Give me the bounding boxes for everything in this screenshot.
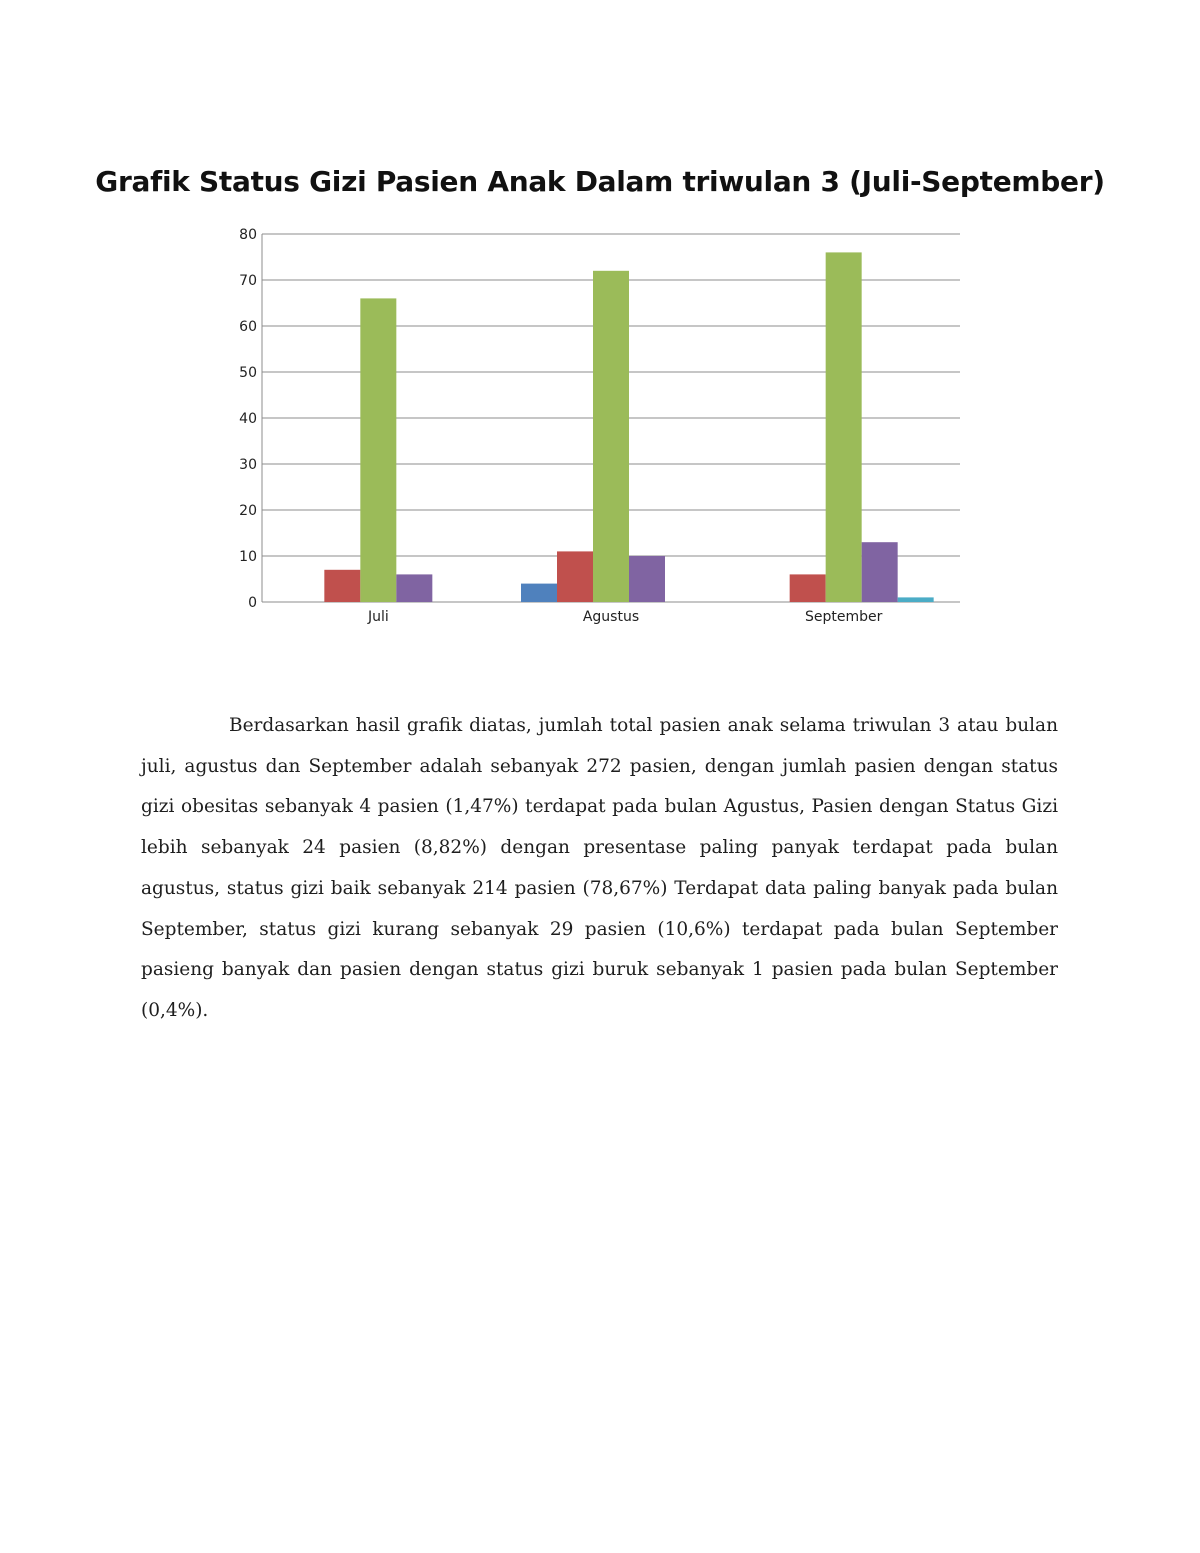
x-tick-label: September — [804, 609, 883, 625]
bar-gizi-baik-september — [826, 252, 862, 602]
y-tick-label: 60 — [239, 319, 257, 335]
y-tick-label: 10 — [239, 549, 257, 565]
bar-gizi-buruk-september — [898, 597, 934, 602]
bar-gizi-lebih-juli — [324, 570, 360, 602]
x-tick-label: Juli — [367, 609, 389, 625]
y-tick-label: 40 — [239, 411, 257, 427]
bar-gizi-baik-juli — [360, 298, 396, 602]
y-tick-label: 30 — [239, 457, 257, 473]
x-tick-label: Agustus — [582, 609, 640, 625]
bar-gizi-kurang-agustus — [629, 556, 665, 602]
bar-chart — [0, 0, 1200, 640]
y-tick-label: 0 — [248, 595, 257, 611]
bar-gizi-kurang-juli — [396, 574, 432, 602]
y-tick-label: 70 — [239, 273, 257, 289]
bar-gizi-lebih-agustus — [557, 551, 593, 602]
bar-gizi-kurang-september — [862, 542, 898, 602]
bar-gizi-lebih-september — [790, 574, 826, 602]
bar-gizi-baik-agustus — [593, 271, 629, 602]
y-tick-label: 80 — [239, 227, 257, 243]
bar-obesitas-agustus — [521, 584, 557, 602]
body-paragraph: Berdasarkan hasil grafik diatas, jumlah total pasien anak selama triwulan 3 atau bulan juli, agustus dan September adalah sebanyak 272 pasien, dengan jumlah pasien dengan status gizi obesitas sebanyak 4 pasien (1,47%) terdapat pada bulan Agustus, Pasien dengan Status Gizi lebih sebanyak 24 pasien (8,82%) dengan presentase paling panyak terdapat pada bulan agustus, status gizi baik sebanyak 214 pasien (78,67%) Terdapat data paling banyak pada bulan September, status gizi kurang sebanyak 29 pasien (10,6%) terdapat pada bulan September pasieng banyak dan pasien dengan status gizi buruk sebanyak 1 pasien pada bulan September (0,4%). — [141, 715, 1058, 1021]
y-tick-label: 20 — [239, 503, 257, 519]
chart-title: Grafik Status Gizi Pasien Anak Dalam triwulan 3 (Juli-September) — [95, 165, 1105, 198]
y-tick-label: 50 — [239, 365, 257, 381]
